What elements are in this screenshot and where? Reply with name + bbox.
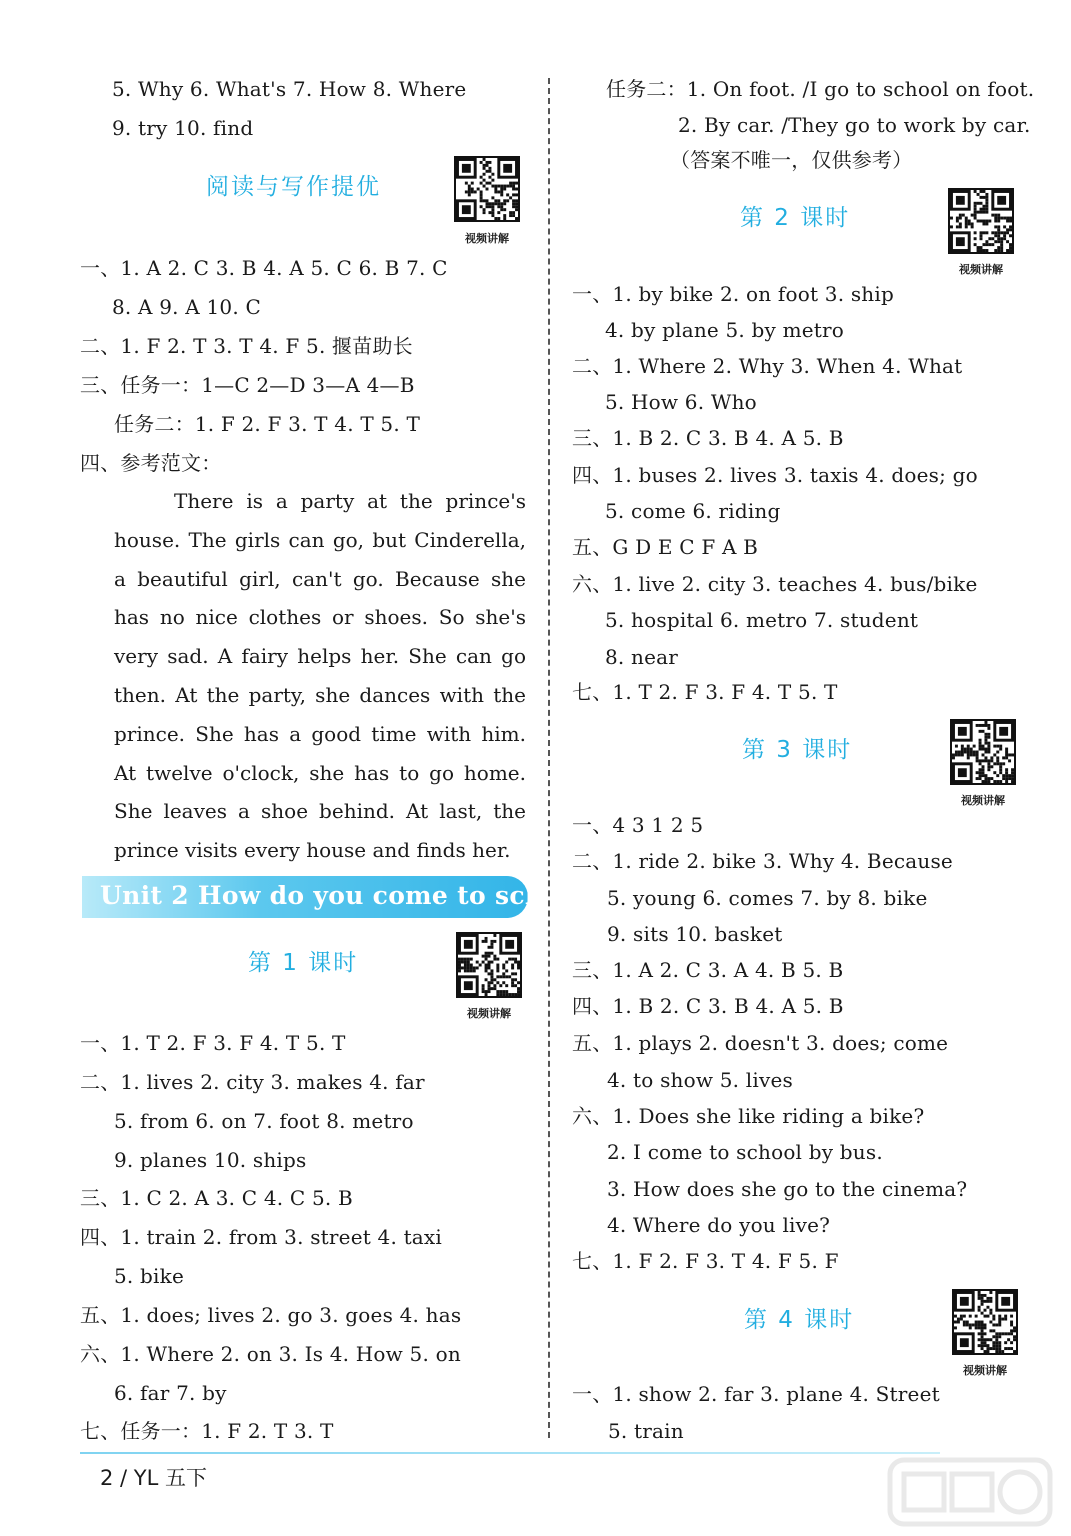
answer-line: 二、1. F 2. T 3. T 4. F 5. 揠苗助长 [80, 334, 413, 358]
model-essay: There is a party at the prince's house. The girls can go, but Cinderella, a beautiful girl, can't go. Because she has no nice clothes or shoes. So she's very sad. A fairy helps her. She can go then. At the party, she dances with the prince. She has a good time with him. At twelve o'clock, she has to go home. She leaves a shoe behind. At last, the prince visits every house and finds her. [114, 489, 526, 863]
answer-line: 一、1. by bike 2. on foot 3. ship [572, 282, 894, 306]
watermark-logo-icon [880, 1452, 1060, 1532]
answer-line: 三、1. A 2. C 3. A 4. B 5. B [572, 958, 844, 982]
answer-line: 任务二：1. On foot. /I go to school on foot. [606, 77, 1035, 101]
footer-rule [80, 1452, 940, 1454]
answer-line: 三、任务一：1—C 2—D 3—A 4—B [80, 373, 415, 397]
qr-code-icon[interactable] [456, 932, 522, 998]
answer-line: 一、1. T 2. F 3. F 4. T 5. T [80, 1031, 346, 1055]
answer-line: 五、G D E C F A B [572, 535, 759, 559]
page-footer: 2 / YL 五下 [100, 1466, 207, 1490]
answer-line: 9. sits 10. basket [607, 922, 783, 946]
answer-line: 9. try 10. find [112, 116, 254, 140]
answer-line: 8. near [605, 645, 679, 669]
qr-code-icon[interactable] [454, 156, 520, 222]
lesson-1-title: 第 1 课时 [248, 950, 359, 976]
answer-line: 二、1. lives 2. city 3. makes 4. far [80, 1070, 425, 1094]
answer-line: 5. young 6. comes 7. by 8. bike [607, 886, 928, 910]
answer-line: 六、1. Where 2. on 3. Is 4. How 5. on [80, 1342, 461, 1366]
answer-line: 五、1. does; lives 2. go 3. goes 4. has [80, 1303, 462, 1327]
answer-line: 4. by plane 5. by metro [605, 318, 845, 342]
qr-caption: 视频讲解 [467, 1007, 511, 1020]
lesson-2-title: 第 2 课时 [740, 205, 851, 231]
answer-line: 七、1. F 2. F 3. T 4. F 5. F [572, 1249, 839, 1273]
answer-note: （答案不唯一，仅供参考） [670, 148, 913, 172]
unit-banner-title: Unit 2 How do you come to school? [100, 881, 603, 910]
answer-line: 二、1. ride 2. bike 3. Why 4. Because [572, 849, 953, 873]
unit-banner [82, 876, 603, 918]
answer-line: 5. train [608, 1419, 684, 1443]
answer-line: 4. to show 5. lives [607, 1068, 793, 1092]
answer-line: 任务二：1. F 2. F 3. T 4. T 5. T [114, 412, 421, 436]
answer-line: 9. planes 10. ships [114, 1148, 307, 1172]
answer-line: 四、1. train 2. from 3. street 4. taxi [80, 1225, 443, 1249]
answer-line: 一、1. show 2. far 3. plane 4. Street [572, 1382, 940, 1406]
answer-line: 5. come 6. riding [605, 499, 781, 523]
answer-line: 一、4 3 1 2 5 [572, 813, 704, 837]
answer-line: 3. How does she go to the cinema? [607, 1177, 968, 1201]
answer-line: 6. far 7. by [114, 1381, 227, 1405]
qr-caption: 视频讲解 [959, 263, 1003, 276]
answer-line: 六、1. live 2. city 3. teaches 4. bus/bike [572, 572, 978, 596]
answer-line: 三、1. C 2. A 3. C 4. C 5. B [80, 1186, 353, 1210]
qr-caption: 视频讲解 [465, 232, 509, 245]
answer-line: 8. A 9. A 10. C [112, 295, 261, 319]
answer-line: 4. Where do you live? [607, 1213, 831, 1237]
answer-line: 5. How 6. Who [605, 390, 757, 414]
answer-line: 四、1. buses 2. lives 3. taxis 4. does; go [572, 463, 978, 487]
answer-line: 三、1. B 2. C 3. B 4. A 5. B [572, 426, 844, 450]
answer-line: 四、1. B 2. C 3. B 4. A 5. B [572, 994, 844, 1018]
answer-line: 一、1. A 2. C 3. B 4. A 5. C 6. B 7. C [80, 256, 448, 280]
qr-code-icon[interactable] [948, 188, 1014, 254]
answer-line: 5. hospital 6. metro 7. student [605, 608, 919, 632]
column-divider [548, 78, 550, 1438]
qr-code-icon[interactable] [950, 719, 1016, 785]
section-title-reading: 阅读与写作提优 [206, 174, 381, 200]
qr-caption: 视频讲解 [961, 794, 1005, 807]
answer-line: 七、任务一：1. F 2. T 3. T [80, 1419, 334, 1443]
qr-code-icon[interactable] [952, 1289, 1018, 1355]
answer-line: 二、1. Where 2. Why 3. When 4. What [572, 354, 963, 378]
answer-line: 六、1. Does she like riding a bike? [572, 1104, 925, 1128]
answer-line: 5. bike [114, 1264, 184, 1288]
answer-line: 七、1. T 2. F 3. F 4. T 5. T [572, 680, 838, 704]
qr-caption: 视频讲解 [963, 1364, 1007, 1377]
answer-line: 5. from 6. on 7. foot 8. metro [114, 1109, 414, 1133]
answer-line: 五、1. plays 2. doesn't 3. does; come [572, 1031, 949, 1055]
answer-line: 5. Why 6. What's 7. How 8. Where [112, 77, 467, 101]
answer-line: 四、参考范文： [80, 451, 222, 475]
answer-line: 2. I come to school by bus. [607, 1140, 883, 1164]
lesson-3-title: 第 3 课时 [742, 737, 853, 763]
answer-line: 2. By car. /They go to work by car. [678, 113, 1031, 137]
lesson-4-title: 第 4 课时 [744, 1307, 855, 1333]
